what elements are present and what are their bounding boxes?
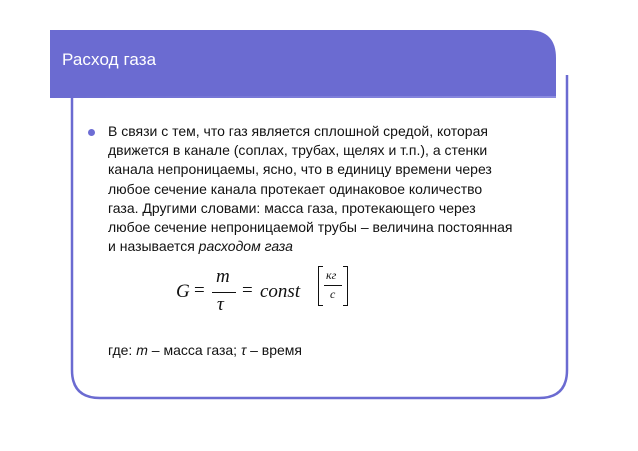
formula-lhs: G — [176, 281, 190, 302]
bullet-line: В связи с тем, что газ является сплошной средой, которая — [108, 123, 488, 139]
unit-bracket-right — [343, 266, 348, 306]
formula-fraction-bar — [212, 292, 236, 293]
where-prefix: где: — [108, 342, 137, 358]
bullet-last-plain: и называется — [108, 238, 199, 255]
where-m: m — [136, 342, 148, 358]
formula-rhs: const — [260, 281, 301, 302]
filled-circle-icon — [88, 129, 95, 136]
formula-equals-2: = — [242, 280, 253, 301]
formula-denominator: τ — [217, 294, 224, 315]
where-line — [108, 342, 302, 358]
term-flow-rate: расходом газа — [198, 238, 293, 255]
formula-numerator: m — [216, 266, 230, 287]
bullet-line: движется в канале (соплах, трубах, щелях и т.п.), а стенки — [108, 142, 488, 159]
slide-title: Расход газа — [62, 50, 157, 69]
unit-fraction-bar — [324, 285, 342, 286]
where-tau: τ — [240, 342, 247, 358]
flow-rate-formula — [170, 266, 370, 322]
where-m-desc: – масса газа; — [147, 342, 241, 358]
unit-denominator: с — [330, 287, 336, 301]
banner-underline — [50, 96, 556, 98]
bullet-line: газа. Другими словами: масса газа, протекающего через — [108, 199, 476, 216]
formula-equals: = — [194, 280, 205, 301]
where-tau-desc: – время — [246, 342, 302, 358]
unit-numerator: кг — [326, 268, 337, 282]
bullet-line: любое сечение канала протекает одинаковое количество — [108, 180, 483, 197]
bullet-last-line — [108, 237, 558, 256]
unit-bracket-left — [318, 266, 323, 306]
bullet-paragraph — [108, 122, 558, 256]
bullet-line: любое сечение непроницаемой трубы – величина постоянная — [108, 219, 513, 236]
bullet-line: канала непроницаемы, ясно, что в единицу времени через — [108, 161, 492, 178]
